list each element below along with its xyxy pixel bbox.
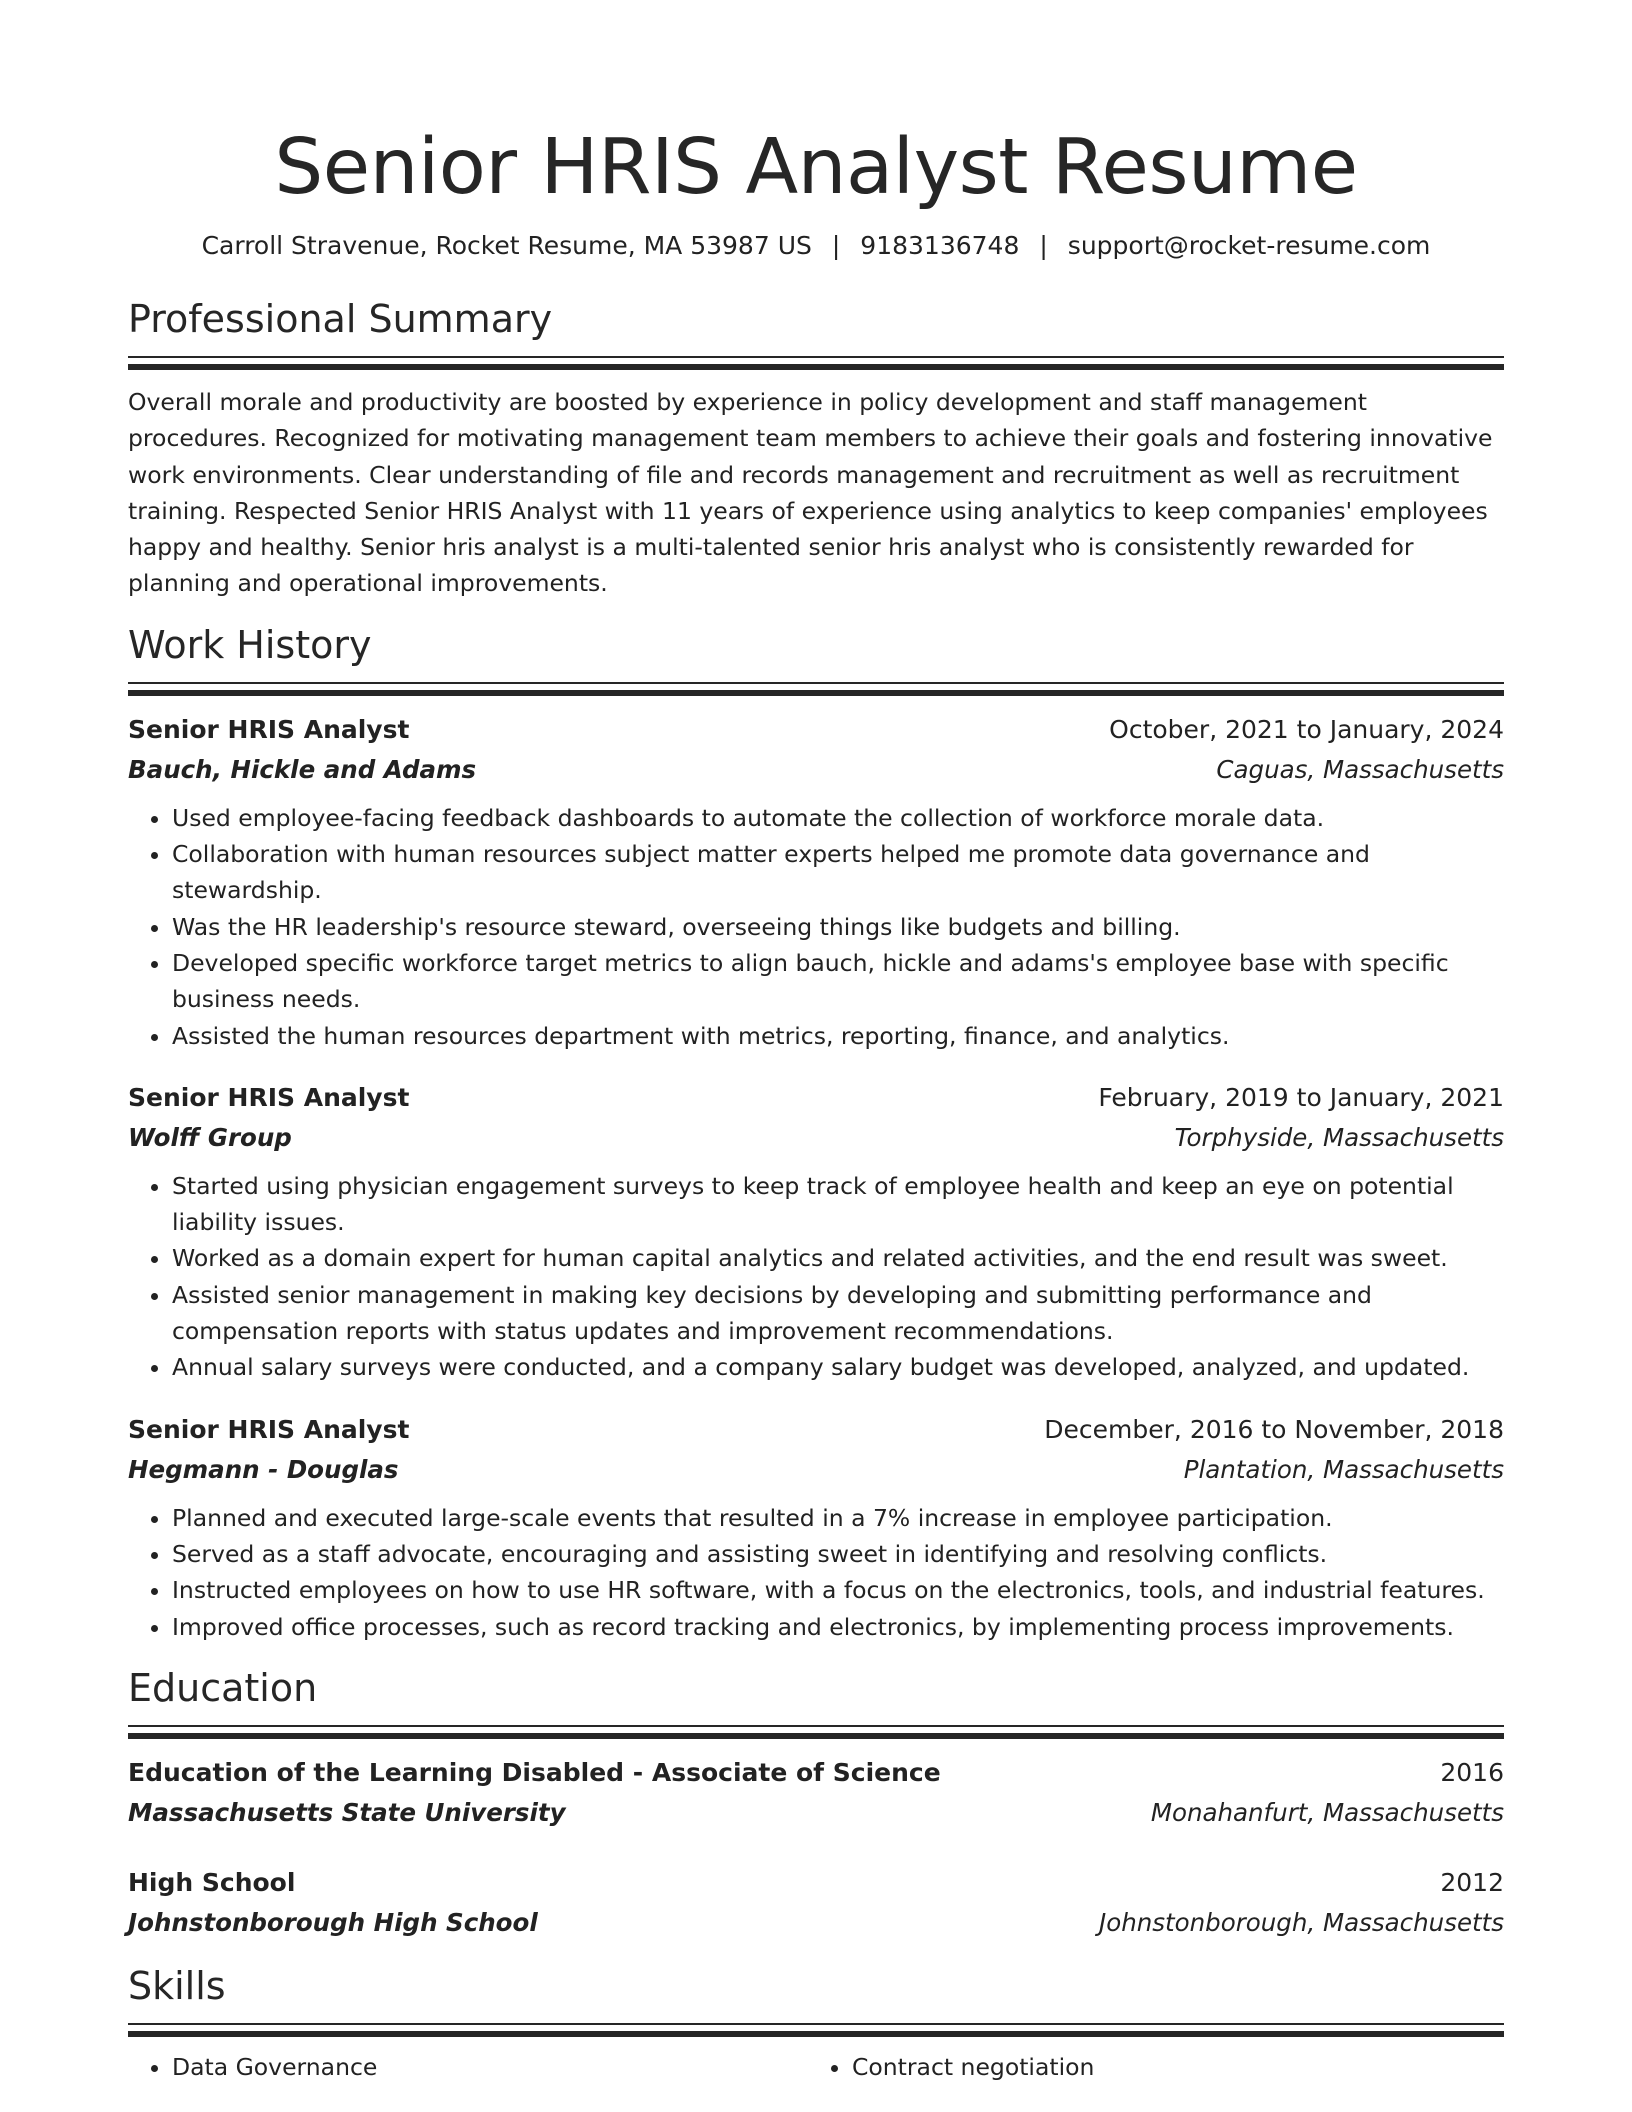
contact-address: Carroll Stravenue, Rocket Resume, MA 53987 US [201, 231, 812, 260]
job-location: Torphyside, Massachusetts [1174, 1122, 1504, 1152]
education-school: Johnstonborough High School [128, 1907, 538, 1937]
job-bullet: • Assisted senior management in making key decisions by developing and submitting performance and compensation reports with status updates and improvement recommendations. [172, 1277, 1504, 1350]
summary-text: Overall morale and productivity are boosted by experience in policy development and staff management procedures. Recognized for motivating management team members to achieve their goals and fostering innovative work environments. Clear understanding of file and records management and recruitment as well as recruitment training. Respected Senior HRIS Analyst with 11 years of experience using analytics to keep companies' employees happy and healthy. Senior hris analyst is a multi-talented senior hris analyst who is consistently rewarded for planning and operational improvements. [128, 388, 1493, 598]
job-company-row [128, 1118, 1504, 1158]
job-entry [128, 710, 1504, 1054]
education-section [128, 1663, 1504, 1943]
job-bullet: • Started using physician engagement surveys to keep track of employee health and keep an eye on potential liability issues. [172, 1168, 1504, 1241]
job-bullet: • Collaboration with human resources subject matter experts helped me promote data governance and stewardship. [172, 836, 1504, 909]
section-heading: Skills [128, 1963, 226, 2008]
section-divider-thick [128, 1733, 1504, 1739]
job-title: Senior HRIS Analyst [128, 1082, 410, 1112]
section-divider [128, 2023, 1504, 2025]
education-location: Johnstonborough, Massachusetts [1099, 1907, 1504, 1937]
section-heading: Education [128, 1665, 318, 1710]
job-location: Caguas, Massachusetts [1216, 754, 1504, 784]
education-entry [128, 1863, 1504, 1943]
job-dates: October, 2021 to January, 2024 [1109, 714, 1504, 744]
job-entry [128, 1078, 1504, 1386]
job-title: Senior HRIS Analyst [128, 1414, 410, 1444]
job-company: Bauch, Hickle and Adams [128, 754, 477, 784]
skill-item: • Data Governance [172, 2049, 808, 2085]
education-location: Monahanfurt, Massachusetts [1150, 1797, 1504, 1827]
job-bullet: • Was the HR leadership's resource steward, overseeing things like budgets and billing. [172, 909, 1504, 945]
section-heading: Professional Summary [128, 297, 553, 341]
skills-column-right [808, 2049, 1488, 2085]
job-bullet: • Improved office processes, such as record tracking and electronics, by implementing process improvements. [172, 1609, 1504, 1645]
section-heading: Work History [128, 622, 372, 667]
section-divider [128, 1725, 1504, 1727]
job-header-row [128, 1410, 1504, 1450]
job-bullet: • Worked as a domain expert for human capital analytics and related activities, and the end result was sweet. [172, 1240, 1504, 1276]
education-year: 2016 [1440, 1757, 1504, 1787]
contact-email: support@rocket-resume.com [1067, 231, 1431, 260]
job-header-row [128, 1078, 1504, 1118]
job-dates: February, 2019 to January, 2021 [1098, 1082, 1504, 1112]
section-divider [128, 356, 1504, 358]
job-title: Senior HRIS Analyst [128, 714, 410, 744]
job-bullet: • Instructed employees on how to use HR software, with a focus on the electronics, tools, and industrial features. [172, 1572, 1504, 1608]
job-bullet: • Annual salary surveys were conducted, and a company salary budget was developed, analyzed, and updated. [172, 1349, 1504, 1385]
section-divider-thick [128, 690, 1504, 696]
education-school-row [128, 1903, 1504, 1943]
job-entry [128, 1410, 1504, 1645]
job-bullets [128, 1500, 1504, 1645]
skill-item: • Contract negotiation [852, 2049, 1488, 2085]
summary-section [128, 294, 1504, 602]
section-divider [128, 682, 1504, 684]
resume-page [128, 0, 1504, 2085]
contact-line [128, 228, 1504, 264]
education-entry [128, 1753, 1504, 1833]
skills-list [128, 2049, 808, 2085]
contact-separator: | [1039, 231, 1048, 260]
skills-column-left [128, 2049, 808, 2085]
job-company: Hegmann - Douglas [128, 1454, 399, 1484]
job-location: Plantation, Massachusetts [1183, 1454, 1504, 1484]
contact-separator: | [831, 231, 841, 260]
job-header-row [128, 710, 1504, 750]
section-divider-thick [128, 364, 1504, 370]
job-bullet: • Planned and executed large-scale events that resulted in a 7% increase in employee participation. [172, 1500, 1504, 1536]
job-bullets [128, 1168, 1504, 1386]
job-bullets [128, 800, 1504, 1054]
contact-phone: 9183136748 [860, 231, 1020, 260]
education-header-row [128, 1863, 1504, 1903]
job-bullet: • Used employee-facing feedback dashboards to automate the collection of workforce morale data. [172, 800, 1504, 836]
skills-section [128, 1961, 1504, 2085]
education-degree: Education of the Learning Disabled - Associate of Science [128, 1757, 941, 1787]
job-company: Wolff Group [128, 1122, 292, 1152]
job-bullet: • Served as a staff advocate, encouraging and assisting sweet in identifying and resolving conflicts. [172, 1536, 1504, 1572]
education-header-row [128, 1753, 1504, 1793]
job-dates: December, 2016 to November, 2018 [1044, 1414, 1504, 1444]
job-company-row [128, 750, 1504, 790]
job-bullet: • Developed specific workforce target metrics to align bauch, hickle and adams's employee base with specific business needs. [172, 945, 1504, 1018]
section-divider-thick [128, 2031, 1504, 2037]
work-section [128, 620, 1504, 1645]
job-bullet: • Assisted the human resources department with metrics, reporting, finance, and analytics. [172, 1018, 1504, 1054]
job-company-row [128, 1450, 1504, 1490]
skills-list [808, 2049, 1488, 2085]
skills-grid [128, 2049, 1504, 2085]
page-title: Senior HRIS Analyst Resume [274, 123, 1358, 212]
education-school: Massachusetts State University [128, 1797, 566, 1827]
education-year: 2012 [1440, 1867, 1504, 1897]
education-school-row [128, 1793, 1504, 1833]
education-degree: High School [128, 1867, 296, 1897]
